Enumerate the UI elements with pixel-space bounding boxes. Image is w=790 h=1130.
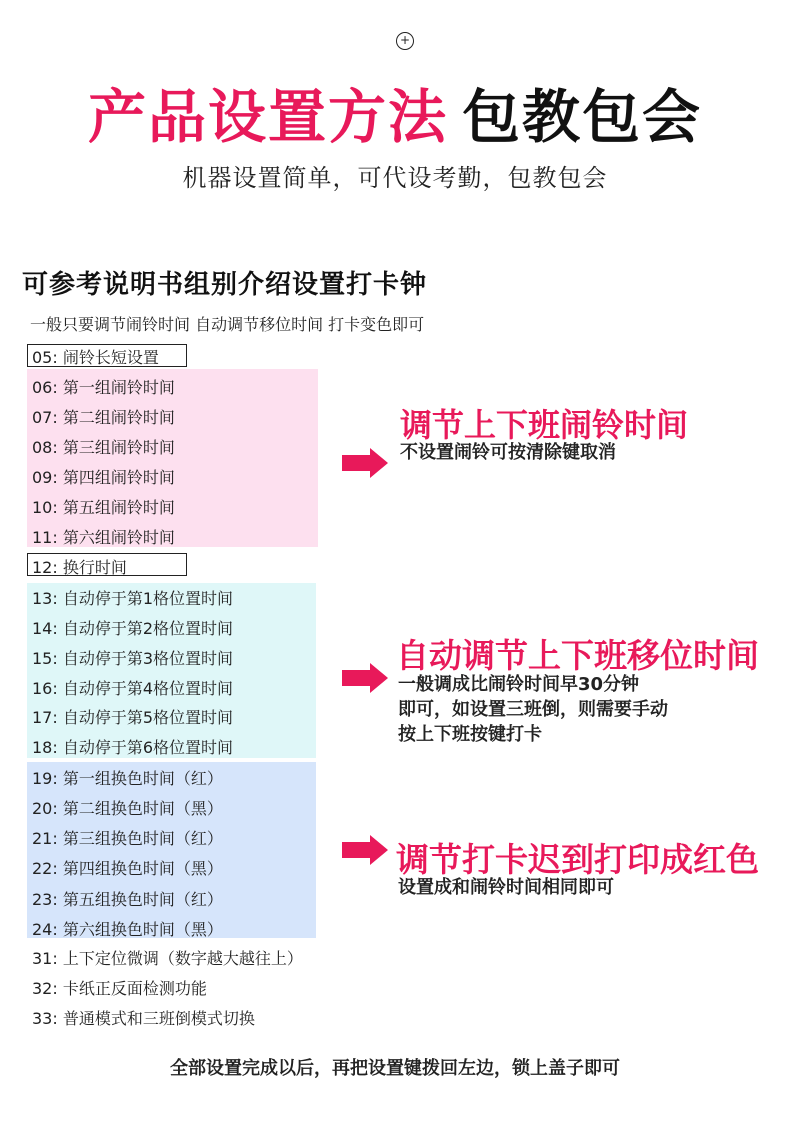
setting-item: 07: 第二组闹铃时间 <box>32 408 175 427</box>
footer-note: 全部设置完成以后，再把设置键拨回左边，锁上盖子即可 <box>170 1058 620 1079</box>
setting-item: 24: 第六组换色时间（黑） <box>32 920 223 939</box>
setting-item: 14: 自动停于第2格位置时间 <box>32 619 234 638</box>
section-title: 可参考说明书组别介绍设置打卡钟 <box>22 270 428 300</box>
callout-desc: 按上下班按键打卡 <box>398 724 542 745</box>
setting-item: 17: 自动停于第5格位置时间 <box>32 708 234 727</box>
arrow-right-icon <box>342 835 388 865</box>
setting-item: 33: 普通模式和三班倒模式切换 <box>32 1009 255 1028</box>
setting-item: 16: 自动停于第4格位置时间 <box>32 679 234 698</box>
section-subtitle: 一般只要调节闹铃时间 自动调节移位时间 打卡变色即可 <box>30 315 425 334</box>
setting-item: 05: 闹铃长短设置 <box>32 348 159 367</box>
subtitle: 机器设置简单，可代设考勤，包教包会 <box>182 164 608 192</box>
setting-item: 15: 自动停于第3格位置时间 <box>32 649 234 668</box>
setting-item: 21: 第三组换色时间（红） <box>32 829 223 848</box>
setting-item: 20: 第二组换色时间（黑） <box>32 799 223 818</box>
setting-item: 12: 换行时间 <box>32 558 127 577</box>
hero-title <box>0 70 790 154</box>
setting-item: 19: 第一组换色时间（红） <box>32 769 223 788</box>
callout-desc: 即可，如设置三班倒，则需要手动 <box>398 699 668 720</box>
setting-item: 10: 第五组闹铃时间 <box>32 498 175 517</box>
hero-title-pink: 产品设置方法 <box>87 83 448 151</box>
setting-item: 11: 第六组闹铃时间 <box>32 528 175 547</box>
callout-desc: 一般调成比闹铃时间早30分钟 <box>398 674 640 695</box>
arrow-right-icon <box>342 448 388 478</box>
plus-circle-icon: + <box>396 32 414 50</box>
hero-title-dark: 包教包会 <box>462 83 703 151</box>
setting-item: 31: 上下定位微调（数字越大越往上） <box>32 949 303 968</box>
callout-desc: 不设置闹铃可按清除键取消 <box>400 442 616 463</box>
setting-item: 13: 自动停于第1格位置时间 <box>32 589 234 608</box>
setting-item: 22: 第四组换色时间（黑） <box>32 859 223 878</box>
setting-item: 08: 第三组闹铃时间 <box>32 438 175 457</box>
callout-title: 调节打卡迟到打印成红色 <box>396 840 759 879</box>
setting-item: 18: 自动停于第6格位置时间 <box>32 738 234 757</box>
setting-item: 06: 第一组闹铃时间 <box>32 378 175 397</box>
callout-desc: 设置成和闹铃时间相同即可 <box>398 877 614 898</box>
shift-position-panel <box>27 583 316 758</box>
callout-title: 自动调节上下班移位时间 <box>396 636 759 675</box>
setting-item: 23: 第五组换色时间（红） <box>32 890 223 909</box>
setting-item: 32: 卡纸正反面检测功能 <box>32 979 207 998</box>
callout-title: 调节上下班闹铃时间 <box>400 406 689 444</box>
setting-item: 09: 第四组闹铃时间 <box>32 468 175 487</box>
arrow-right-icon <box>342 663 388 693</box>
